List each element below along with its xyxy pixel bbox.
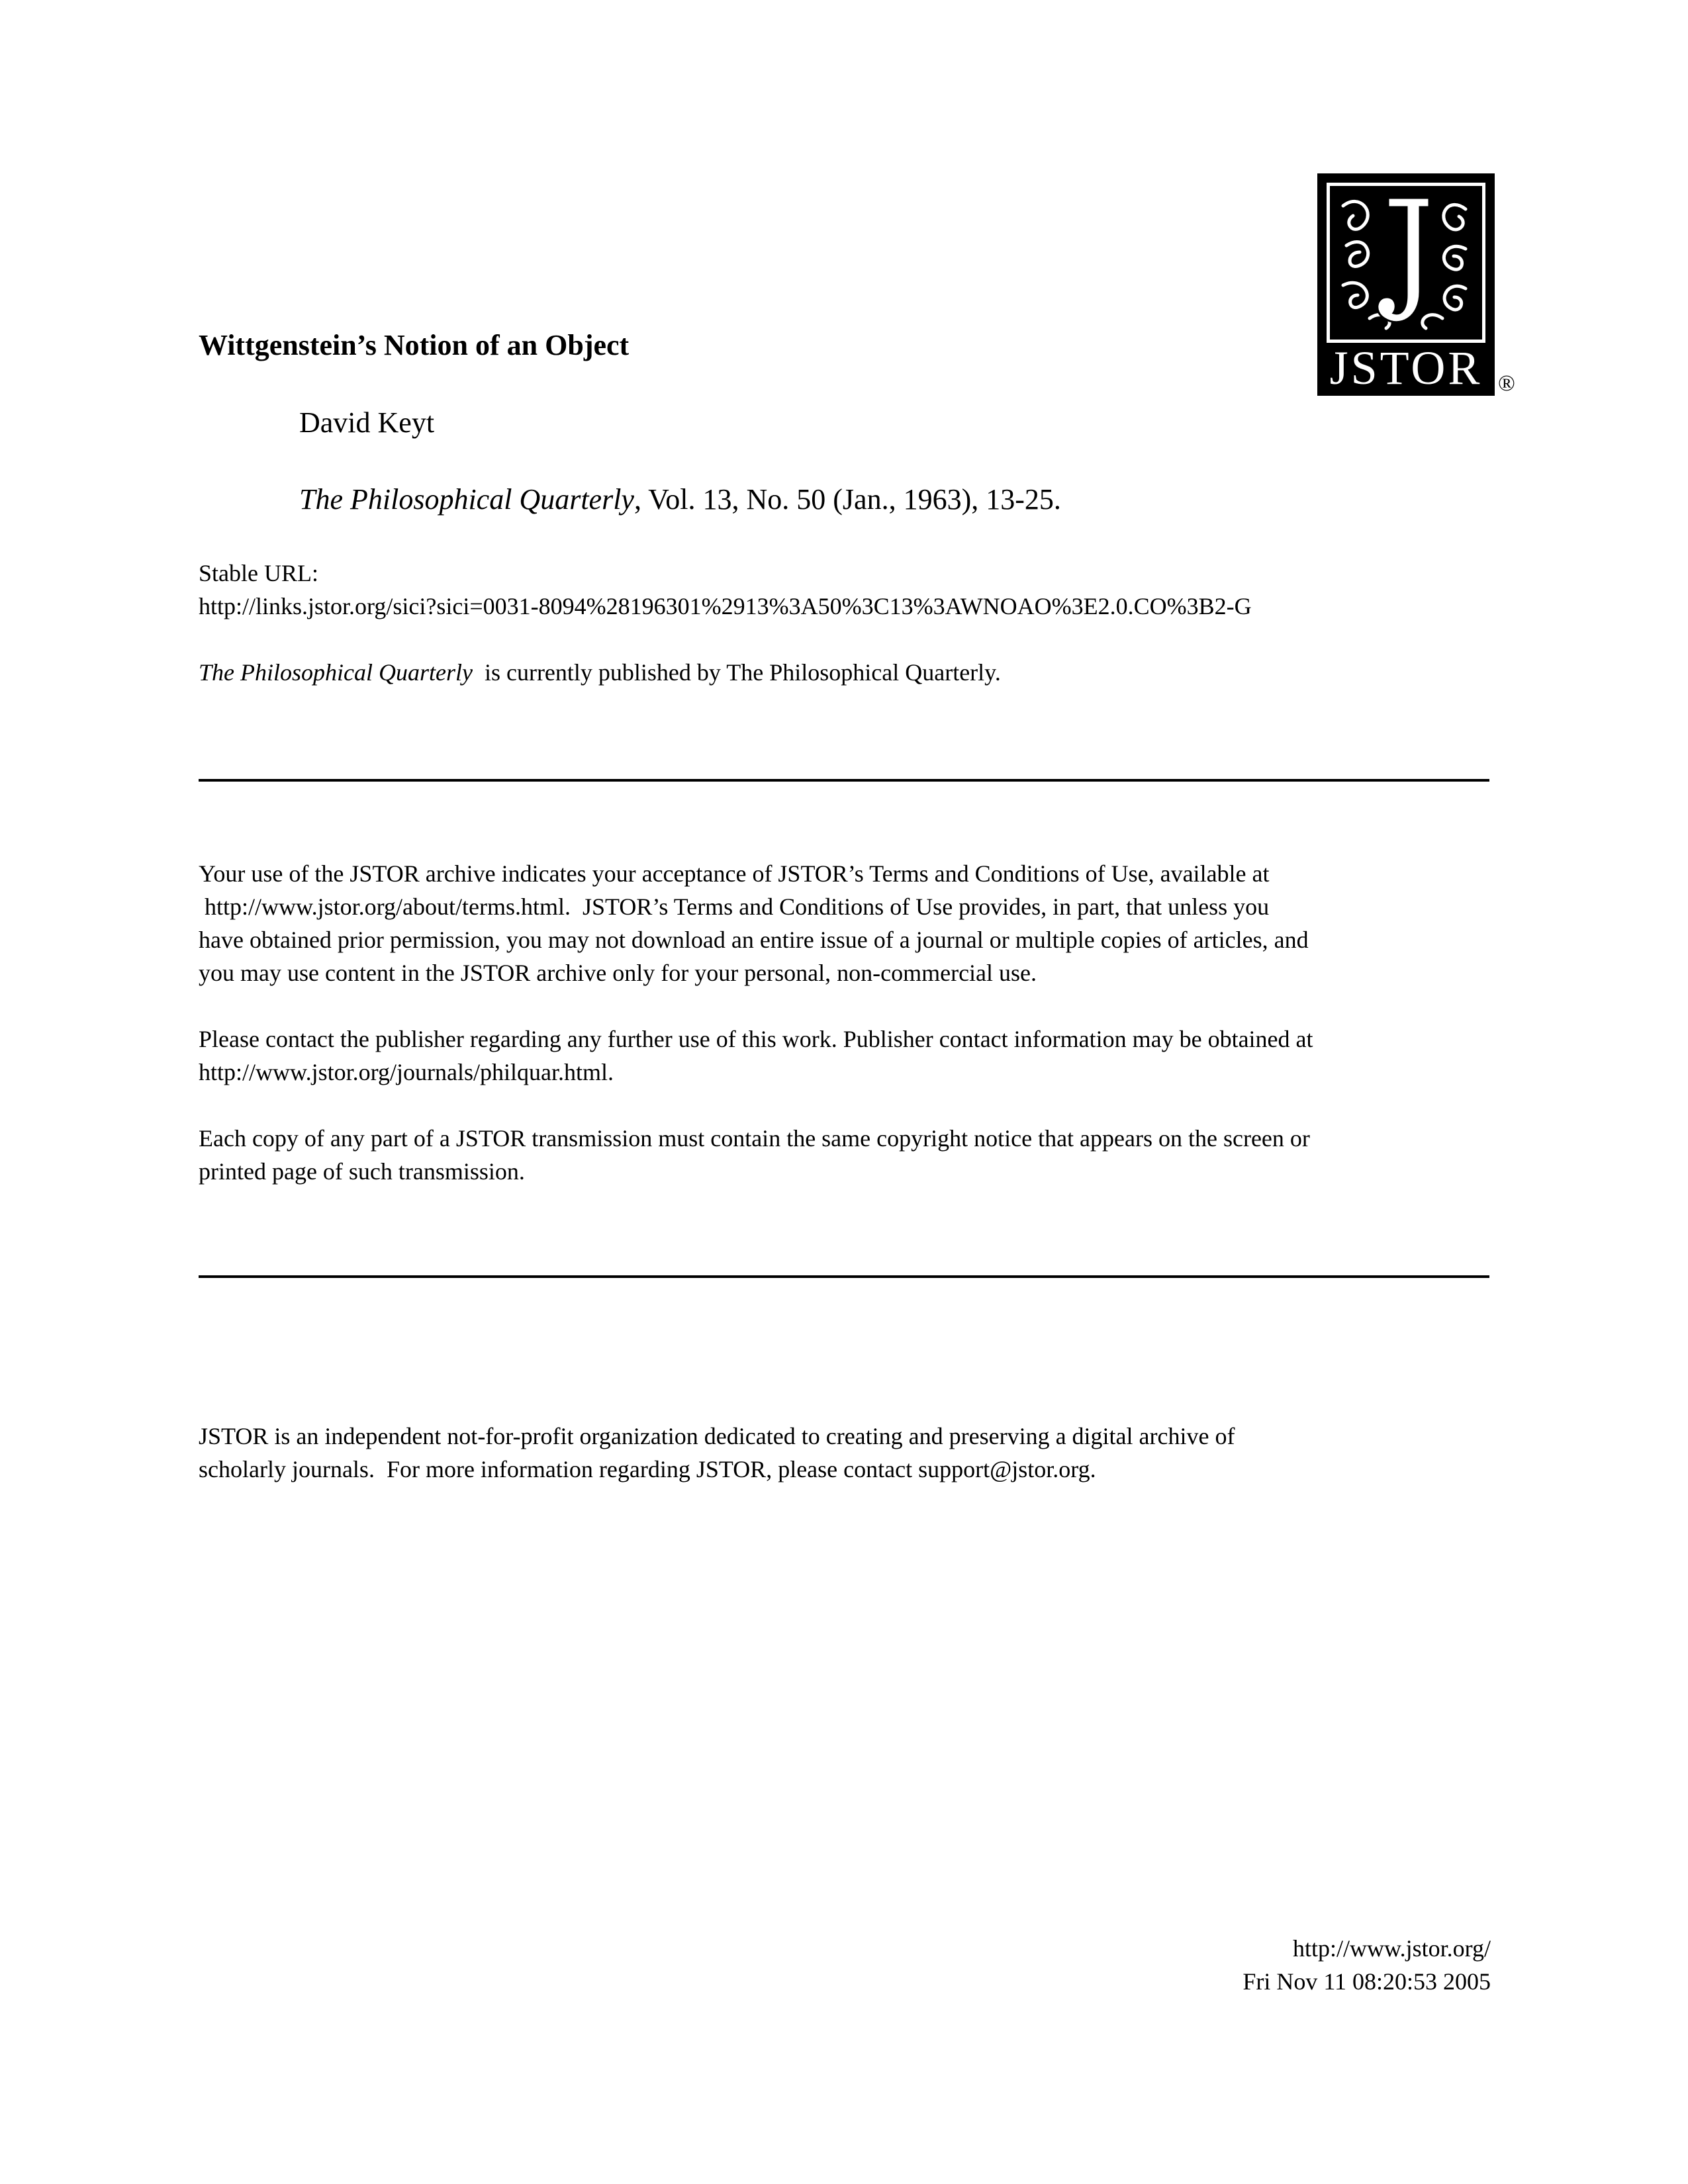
article-title: Wittgenstein’s Notion of an Object bbox=[199, 329, 630, 361]
contact-line: Please contact the publisher regarding any further use of this work. Publisher contact information may be obtained at bbox=[199, 1026, 1313, 1052]
about-line: JSTOR is an independent not-for-profit organization dedicated to creating and preserving a digital archive of bbox=[199, 1423, 1235, 1449]
publisher-statement-text: is currently published by The Philosophical Quarterly. bbox=[472, 659, 1001, 686]
logo-ornament-frame bbox=[1327, 183, 1485, 343]
terms-line: have obtained prior permission, you may not download an entire issue of a journal or multiple copies of articles, and bbox=[199, 927, 1309, 953]
about-jstor-paragraph bbox=[199, 1420, 1496, 1486]
contact-line: http://www.jstor.org/journals/philquar.html. bbox=[199, 1059, 614, 1085]
terms-paragraph bbox=[199, 857, 1496, 989]
footer-timestamp: Fri Nov 11 08:20:53 2005 bbox=[1243, 1968, 1491, 1995]
footer-url[interactable]: http://www.jstor.org/ bbox=[1292, 1935, 1491, 1962]
stable-url-label: Stable URL: bbox=[199, 560, 318, 586]
divider-bottom bbox=[199, 1275, 1489, 1278]
copyright-line: Each copy of any part of a JSTOR transmission must contain the same copyright notice that appears on the screen or bbox=[199, 1125, 1310, 1152]
citation-details: , Vol. 13, No. 50 (Jan., 1963), 13-25. bbox=[633, 483, 1061, 516]
citation-journal-name: The Philosophical Quarterly bbox=[299, 483, 634, 516]
terms-line: you may use content in the JSTOR archive only for your personal, non-commercial use. bbox=[199, 960, 1037, 986]
ornamental-j-icon bbox=[1330, 186, 1482, 338]
copyright-paragraph bbox=[199, 1122, 1496, 1188]
terms-line: http://www.jstor.org/about/terms.html. JSTOR’s Terms and Conditions of Use provides, in part, that unless you bbox=[199, 893, 1270, 920]
jstor-logo bbox=[1317, 173, 1495, 396]
terms-line: Your use of the JSTOR archive indicates your acceptance of JSTOR’s Terms and Conditions of Use, available at bbox=[199, 860, 1270, 887]
contact-paragraph bbox=[199, 1023, 1496, 1089]
copyright-line: printed page of such transmission. bbox=[199, 1158, 525, 1185]
article-citation bbox=[299, 481, 1061, 518]
logo-wordmark: JSTOR bbox=[1329, 341, 1483, 394]
publisher-statement bbox=[199, 657, 1001, 688]
divider-top bbox=[199, 779, 1489, 782]
about-line: scholarly journals. For more information regarding JSTOR, please contact support@jstor.org. bbox=[199, 1456, 1096, 1482]
article-author: David Keyt bbox=[299, 406, 435, 439]
stable-url-link[interactable]: http://links.jstor.org/sici?sici=0031-8094%28196301%2913%3A50%3C13%3AWNOAO%3E2.0.CO%3B2-G bbox=[199, 593, 1252, 619]
registered-trademark-mark: ® bbox=[1498, 371, 1515, 396]
publisher-journal-name: The Philosophical Quarterly bbox=[199, 659, 473, 686]
